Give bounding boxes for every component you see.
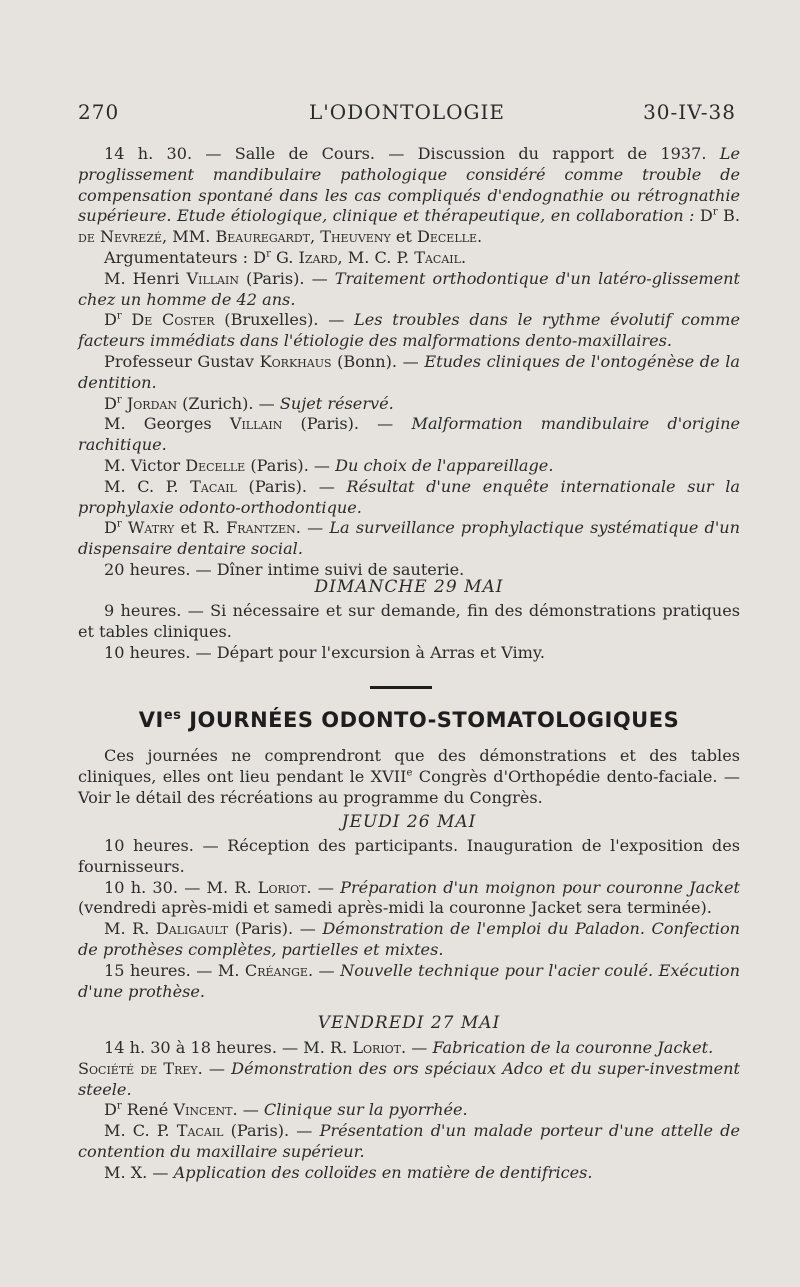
paragraph: M. R. Daligault (Paris). — Démonstration de l'emploi du Paladon. Confection de prothèses complètes, partielles et mixtes.	[78, 919, 741, 959]
paragraph: $D^r$ Jordan (Zurich). — Sujet réservé.	[104, 393, 394, 413]
paragraph: M. Georges Villain (Paris). — Malformation mandibulaire d'origine rachitique.	[78, 414, 740, 455]
paragraph: 15 heures. — M. Créange. — Nouvelle technique pour l'acier coulé. Exécution d'une prothèse.	[78, 960, 740, 1001]
section-heading: $VI^{es}$ JOURNÉES ODONTO-STOMATOLOGIQUES	[138, 708, 680, 732]
program-block-2	[78, 601, 740, 663]
paragraph: M. Victor Decelle (Paris). — Du choix de l'appareillage.	[104, 455, 554, 475]
paragraph: M. X. — Application des colloïdes en matière de dentifrices.	[104, 1162, 593, 1182]
paragraph: $D^r$ René Vincent. — Clinique sur la pyorrhée.	[104, 1100, 468, 1120]
journal-title: L'ODONTOLOGIE	[309, 100, 505, 124]
paragraph: 14 h. 30 à 18 heures. — M. R. Loriot. — Fabrication de la couronne Jacket.	[104, 1038, 714, 1057]
paragraph: 20 heures. — Dîner intime suivi de sauterie.	[104, 559, 465, 579]
paragraph: $D^r$ De Coster (Bruxelles). — Les troubles dans le rythme évolutif comme facteurs immédiats dans l'étiologie des malformations dento-maxillaires.	[78, 310, 740, 351]
program-block-1	[78, 144, 740, 581]
paragraph: Ces journées ne comprendront que des démonstrations et des tables cliniques, elles ont lieu pendant le XVIIe Congrès d'Orthopédie dento-faciale. — Voir le détail des récréations au programme du Congrès.	[78, 746, 740, 807]
section-date-dimanche: DIMANCHE 29 MAI	[314, 577, 504, 597]
paragraph: M. C. P. Tacail (Paris). — Présentation d'un malade porteur d'une attelle de contention du maxillaire supérieur.	[78, 1121, 741, 1161]
paragraph: 10 heures. — Réception des participants. Inauguration de l'exposition des fournisseurs.	[78, 836, 740, 876]
section-date-vendredi: VENDREDI 27 MAI	[317, 1013, 501, 1033]
paragraph: Argumentateurs : $D^r$ G. Izard, M. C. P. Tacail.	[104, 247, 467, 267]
page-number: 270	[78, 100, 120, 124]
running-header	[78, 100, 736, 130]
paragraph: 10 heures. — Départ pour l'excursion à Arras et Vimy.	[104, 642, 545, 662]
intro-block	[78, 746, 740, 808]
paragraph: 10 h. 30. — M. R. Loriot. — Préparation d'un moignon pour couronne Jacket (vendredi après-midi et samedi après-midi la couronne Jacket sera terminée).	[78, 877, 740, 918]
issue-date: 30-IV-38	[643, 100, 736, 124]
paragraph: Société de Trey. — Démonstration des ors spéciaux Adco et du super-investment steele.	[78, 1058, 740, 1099]
program-block-3	[78, 836, 740, 1002]
paragraph: M. C. P. Tacail (Paris). — Résultat d'une enquête internationale sur la prophylaxie odonto-orthodontique.	[78, 476, 740, 517]
paragraph: $D^r$ Watry et R. Frantzen. — La surveillance prophylactique systématique d'un dispensaire dentaire social.	[78, 518, 741, 559]
paragraph: M. Henri Villain (Paris). — Traitement orthodontique d'un latéro-glissement chez un homme de 42 ans.	[78, 268, 740, 309]
paragraph: 9 heures. — Si nécessaire et sur demande, fin des démonstrations pratiques et tables cliniques.	[78, 601, 740, 641]
paragraph: Professeur Gustav Korkhaus (Bonn). — Etudes cliniques de l'ontogénèse de la dentition.	[78, 351, 740, 392]
divider-rule	[370, 686, 432, 689]
section-date-jeudi: JEUDI 26 MAI	[341, 812, 477, 832]
paragraph: 14 h. 30. — Salle de Cours. — Discussion du rapport de 1937. Le proglissement mandibulaire pathologique considéré comme trouble de compensation spontané dans les cas compliqués d'endognathie ou rétrognathie supérieure. Etude étiologique, clinique et thérapeutique, en collaboration : $D^r$ B. de Nevrezé, MM. Beauregardt, Theuveny et Decelle.	[78, 144, 740, 247]
program-block-4	[78, 1038, 740, 1184]
